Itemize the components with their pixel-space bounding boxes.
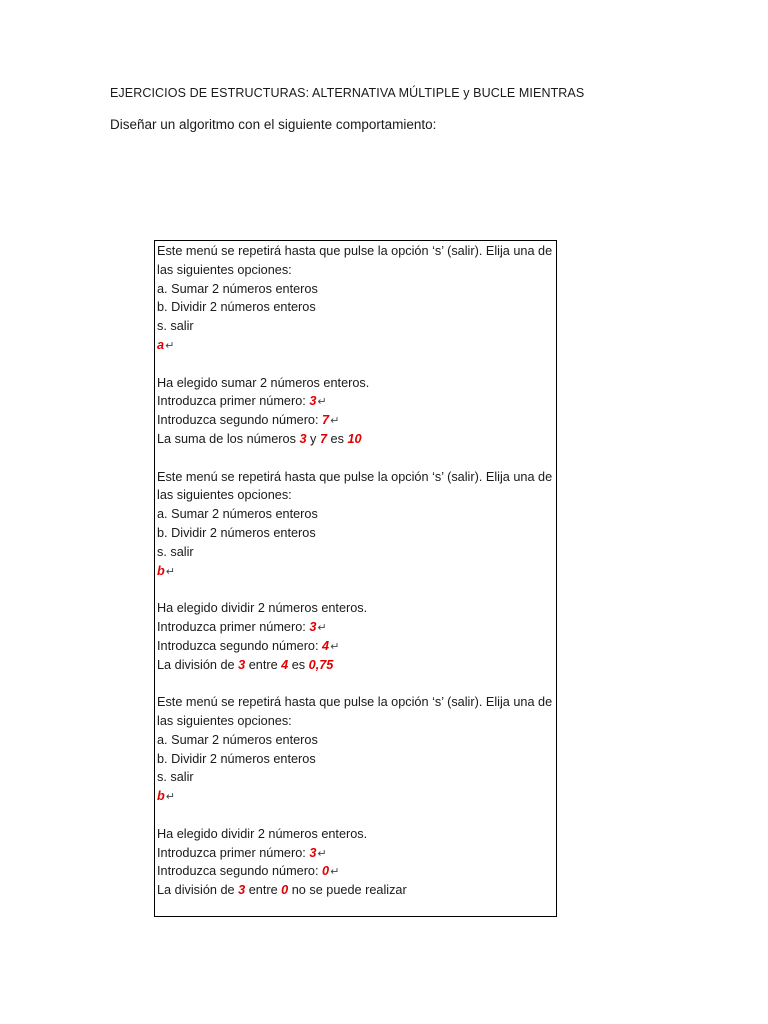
console-text: Ha elegido dividir 2 números enteros. (157, 601, 368, 616)
user-input-value: 0,75 (308, 657, 334, 672)
console-text: Ha elegido dividir 2 números enteros. (157, 826, 368, 841)
user-input-value: 3 (299, 431, 307, 446)
console-line (157, 844, 556, 863)
console-blank-line (157, 580, 556, 599)
page-title: EJERCICIOS DE ESTRUCTURAS: ALTERNATIVA MÚLTIPLE y BUCLE MIENTRAS (110, 86, 585, 100)
console-line (157, 411, 556, 430)
console-line (157, 768, 556, 787)
console-line (157, 280, 556, 299)
enter-key-icon: ↵ (317, 847, 327, 860)
console-line (157, 599, 556, 618)
user-input-value: 7 (319, 431, 327, 446)
console-line (157, 637, 556, 656)
enter-key-icon: ↵ (317, 621, 327, 634)
console-text: Este menú se repetirá hasta que pulse la opción ‘s’ (salir). Elija una de (157, 244, 553, 258)
console-line (157, 505, 556, 524)
user-input-value: 3 (309, 394, 317, 409)
console-line (157, 750, 556, 769)
user-input-value: b (157, 563, 165, 578)
enter-key-icon: ↵ (317, 396, 327, 409)
console-line (157, 862, 556, 881)
console-text: a. Sumar 2 números enteros (157, 281, 318, 296)
console-text: y (306, 431, 320, 446)
user-input-value: b (157, 789, 165, 804)
console-text: a. Sumar 2 números enteros (157, 732, 318, 747)
user-input-value: 7 (322, 413, 330, 428)
enter-key-icon: ↵ (165, 565, 175, 578)
console-line (157, 486, 556, 505)
enter-key-icon: ↵ (165, 339, 175, 352)
console-line (157, 317, 556, 336)
console-text: a. Sumar 2 números enteros (157, 507, 318, 522)
console-line (157, 712, 556, 731)
user-input-value: 4 (281, 657, 289, 672)
console-text: Introduzca segundo número: (157, 413, 323, 428)
console-line (157, 693, 556, 712)
console-text: Introduzca primer número: (157, 619, 310, 634)
console-text: es (327, 431, 348, 446)
console-line (157, 562, 556, 581)
console-blank-line (157, 806, 556, 825)
console-blank-line (157, 674, 556, 693)
console-line (157, 430, 556, 449)
console-text: las siguientes opciones: (157, 262, 292, 277)
enter-key-icon: ↵ (330, 640, 340, 653)
console-line (157, 731, 556, 750)
console-text: s. salir (157, 319, 194, 334)
console-text: entre (245, 657, 282, 672)
console-text: entre (245, 883, 282, 898)
console-line (157, 374, 556, 393)
console-text: La división de (157, 657, 239, 672)
console-line (157, 468, 556, 487)
console-text: La suma de los números (157, 431, 300, 446)
console-line (157, 392, 556, 411)
console-line (157, 787, 556, 806)
console-text: s. salir (157, 544, 194, 559)
console-line (157, 261, 556, 280)
console-text: las siguientes opciones: (157, 713, 292, 728)
enter-key-icon: ↵ (330, 415, 340, 428)
console-line (157, 656, 556, 675)
console-line (157, 881, 556, 900)
console-line (157, 524, 556, 543)
console-blank-line (157, 449, 556, 468)
user-input-value: 3 (309, 845, 317, 860)
console-text: Este menú se repetirá hasta que pulse la opción ‘s’ (salir). Elija una de (157, 695, 553, 710)
user-input-value: 4 (322, 638, 330, 653)
user-input-value: 0 (322, 864, 330, 879)
user-input-value: 0 (281, 883, 289, 898)
console-text: Introduzca segundo número: (157, 638, 323, 653)
console-text: La división de (157, 883, 239, 898)
console-line (157, 298, 556, 317)
user-input-value: 3 (309, 619, 317, 634)
console-text: Este menú se repetirá hasta que pulse la opción ‘s’ (salir). Elija una de (157, 469, 553, 484)
console-text: s. salir (157, 770, 194, 785)
console-line (157, 543, 556, 562)
console-line (157, 336, 556, 355)
console-text: b. Dividir 2 números enteros (157, 525, 316, 540)
console-text: Introduzca primer número: (157, 394, 310, 409)
console-line (157, 242, 556, 261)
console-line (157, 825, 556, 844)
user-input-value: 10 (347, 431, 362, 446)
console-lines (157, 242, 556, 900)
console-line (157, 618, 556, 637)
enter-key-icon: ↵ (330, 866, 340, 879)
console-text: las siguientes opciones: (157, 488, 292, 503)
console-text: Introduzca segundo número: (157, 864, 323, 879)
user-input-value: a (157, 337, 165, 352)
console-text: b. Dividir 2 números enteros (157, 751, 316, 766)
console-text: Introduzca primer número: (157, 845, 310, 860)
enter-key-icon: ↵ (165, 791, 175, 804)
intro-paragraph: Diseñar un algoritmo con el siguiente comportamiento: (110, 117, 437, 132)
user-input-value: 3 (238, 657, 246, 672)
console-transcript-box (154, 240, 557, 917)
console-text: Ha elegido sumar 2 números enteros. (157, 375, 370, 390)
console-text: no se puede realizar (288, 883, 407, 898)
console-text: es (288, 657, 309, 672)
user-input-value: 3 (238, 883, 246, 898)
console-text: b. Dividir 2 números enteros (157, 300, 316, 315)
console-blank-line (157, 355, 556, 374)
